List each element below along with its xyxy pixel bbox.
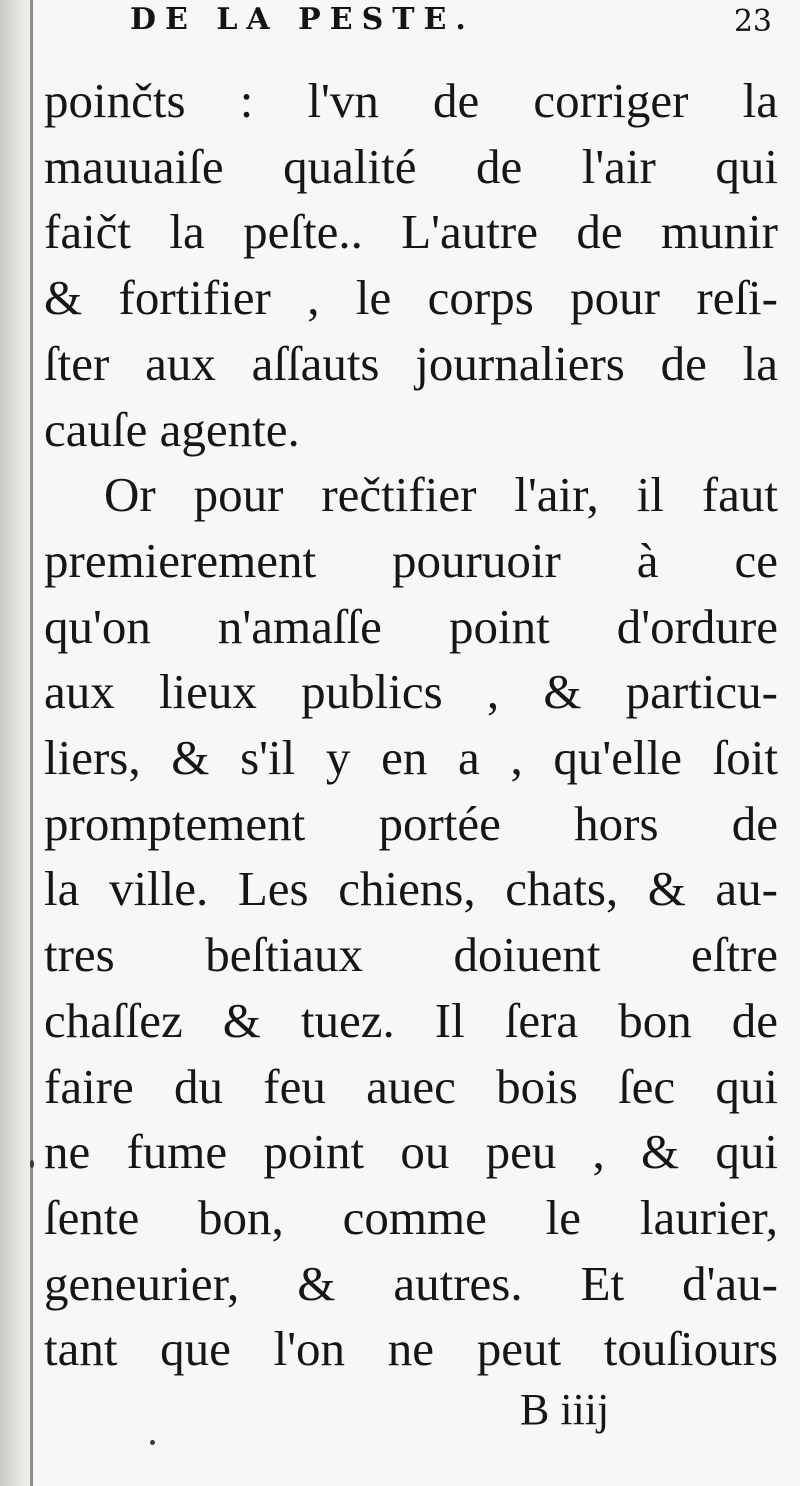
text-line: faičt la peſte.. L'autre de munir [44,204,778,260]
running-head: DE LA PESTE. [130,2,475,37]
text-line: chaſſez & tuez. Il ſera bon de [44,992,778,1048]
text-line: promptement portée hors de [44,795,778,851]
text-line: tres beſtiaux doiuent eſtre [44,927,778,983]
signature-mark: B iiij [520,1385,610,1434]
text-line: poinčts : l'vn de corriger la [44,73,778,128]
binding-edge [30,0,33,1486]
text-line: liers, & s'il y en a , qu'elle ſoit [44,730,778,786]
text-line: mauuaiſe qualité de l'air qui [44,138,778,194]
page-gutter [0,0,34,1486]
body-text [44,68,778,1382]
text-line: qu'on n'amaſſe point d'ordure [44,598,778,654]
text-line: cauſe agente. [44,401,300,457]
text-line: tant que l'on ne peut touſiours [44,1321,778,1377]
ink-speck [150,1440,155,1445]
text-line: geneurier, & autres. Et d'au- [44,1255,778,1311]
text-line: faire du feu auec bois ſec qui [44,1058,778,1114]
text-line: ne fume point ou peu , & qui [44,1124,778,1180]
text-line: aux lieux publics , & particu- [44,664,778,720]
text-line: & fortifier , le corps pour reſi- [44,270,778,326]
text-line: ſter aux aſſauts journaliers de la [44,335,778,391]
text-line: premierement pouruoir à ce [44,532,778,588]
page-number: 23 [733,4,772,39]
text-line: ſente bon, comme le laurier, [44,1189,778,1245]
ink-speck [30,1160,34,1168]
text-line: la ville. Les chiens, chats, & au- [44,861,778,917]
text-line: Or pour rečtifier l'air, il faut [104,467,778,523]
